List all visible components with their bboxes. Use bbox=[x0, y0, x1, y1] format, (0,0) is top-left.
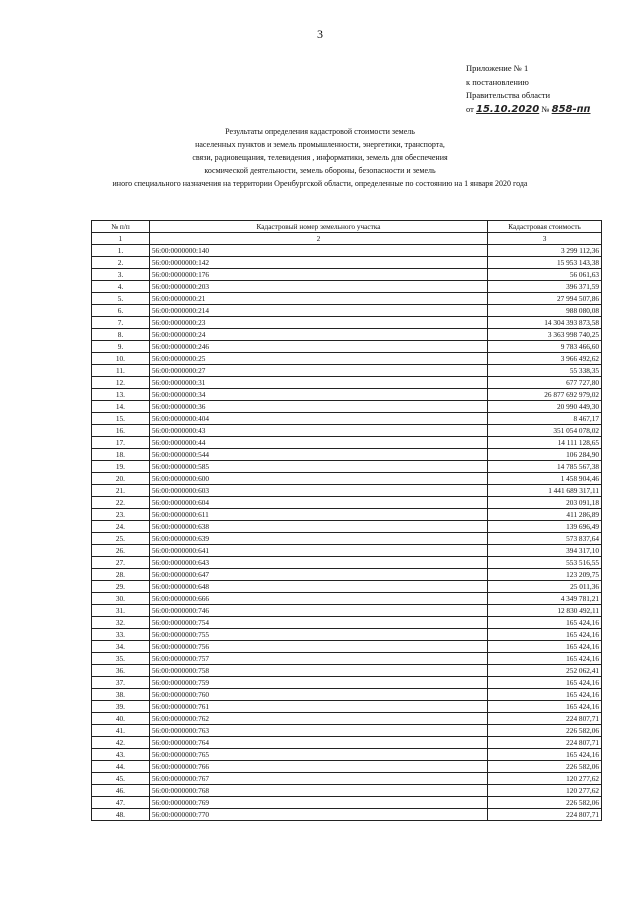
cadastral-value-table bbox=[91, 220, 602, 821]
row-number: 37. bbox=[92, 677, 150, 689]
appendix-no-sign: № bbox=[541, 103, 550, 114]
table-row bbox=[92, 389, 602, 401]
table-row bbox=[92, 605, 602, 617]
table-row bbox=[92, 401, 602, 413]
row-number: 27. bbox=[92, 557, 150, 569]
table-row bbox=[92, 341, 602, 353]
row-number: 8. bbox=[92, 329, 150, 341]
cadastral-number: 56:00:0000000:604 bbox=[149, 497, 487, 509]
cadastral-value: 394 317,10 bbox=[488, 545, 602, 557]
row-number: 33. bbox=[92, 629, 150, 641]
table-row bbox=[92, 365, 602, 377]
cadastral-number: 56:00:0000000:766 bbox=[149, 761, 487, 773]
cadastral-number: 56:00:0000000:585 bbox=[149, 461, 487, 473]
cadastral-number: 56:00:0000000:767 bbox=[149, 773, 487, 785]
row-number: 40. bbox=[92, 713, 150, 725]
table-row bbox=[92, 569, 602, 581]
table-row bbox=[92, 749, 602, 761]
cadastral-value: 120 277,62 bbox=[488, 785, 602, 797]
cadastral-value: 165 424,16 bbox=[488, 701, 602, 713]
heading-line: связи, радиовещания, телевидения , информатики, земель для обеспечения bbox=[192, 153, 448, 162]
cadastral-value: 1 441 689 317,11 bbox=[488, 485, 602, 497]
row-number: 36. bbox=[92, 665, 150, 677]
cadastral-number: 56:00:0000000:25 bbox=[149, 353, 487, 365]
cadastral-value: 55 338,35 bbox=[488, 365, 602, 377]
row-number: 7. bbox=[92, 317, 150, 329]
cadastral-number: 56:00:0000000:638 bbox=[149, 521, 487, 533]
table-row bbox=[92, 581, 602, 593]
cadastral-value: 224 807,71 bbox=[488, 809, 602, 821]
row-number: 18. bbox=[92, 449, 150, 461]
cadastral-value: 9 783 466,60 bbox=[488, 341, 602, 353]
heading-line: иного специального назначения на территории Оренбургской области, определенные по состоянию на 1 января 2020 года bbox=[112, 179, 528, 188]
table-row bbox=[92, 713, 602, 725]
cadastral-value: 8 467,17 bbox=[488, 413, 602, 425]
cadastral-value: 120 277,62 bbox=[488, 773, 602, 785]
column-number: 2 bbox=[149, 233, 487, 245]
row-number: 35. bbox=[92, 653, 150, 665]
cadastral-number: 56:00:0000000:648 bbox=[149, 581, 487, 593]
table-row bbox=[92, 269, 602, 281]
row-number: 2. bbox=[92, 257, 150, 269]
cadastral-number: 56:00:0000000:44 bbox=[149, 437, 487, 449]
row-number: 45. bbox=[92, 773, 150, 785]
table-row bbox=[92, 593, 602, 605]
table-row bbox=[92, 293, 602, 305]
row-number: 6. bbox=[92, 305, 150, 317]
table-row bbox=[92, 485, 602, 497]
row-number: 1. bbox=[92, 245, 150, 257]
table-row bbox=[92, 473, 602, 485]
cadastral-number: 56:00:0000000:27 bbox=[149, 365, 487, 377]
cadastral-value: 14 785 567,38 bbox=[488, 461, 602, 473]
table-row bbox=[92, 521, 602, 533]
cadastral-value: 988 080,08 bbox=[488, 305, 602, 317]
cadastral-number: 56:00:0000000:176 bbox=[149, 269, 487, 281]
cadastral-value: 165 424,16 bbox=[488, 653, 602, 665]
row-number: 16. bbox=[92, 425, 150, 437]
table-row bbox=[92, 533, 602, 545]
row-number: 13. bbox=[92, 389, 150, 401]
cadastral-number: 56:00:0000000:759 bbox=[149, 677, 487, 689]
table-row bbox=[92, 701, 602, 713]
cadastral-number: 56:00:0000000:647 bbox=[149, 569, 487, 581]
cadastral-number: 56:00:0000000:769 bbox=[149, 797, 487, 809]
cadastral-number: 56:00:0000000:765 bbox=[149, 749, 487, 761]
cadastral-number: 56:00:0000000:21 bbox=[149, 293, 487, 305]
table-body bbox=[92, 221, 602, 821]
row-number: 21. bbox=[92, 485, 150, 497]
table-row bbox=[92, 797, 602, 809]
cadastral-number: 56:00:0000000:24 bbox=[149, 329, 487, 341]
cadastral-number: 56:00:0000000:762 bbox=[149, 713, 487, 725]
cadastral-number: 56:00:0000000:666 bbox=[149, 593, 487, 605]
row-number: 12. bbox=[92, 377, 150, 389]
table-row bbox=[92, 377, 602, 389]
table-row bbox=[92, 449, 602, 461]
cadastral-value: 4 349 781,21 bbox=[488, 593, 602, 605]
row-number: 24. bbox=[92, 521, 150, 533]
header-number: № п/п bbox=[92, 221, 150, 233]
cadastral-value: 226 582,06 bbox=[488, 797, 602, 809]
row-number: 32. bbox=[92, 617, 150, 629]
cadastral-number: 56:00:0000000:641 bbox=[149, 545, 487, 557]
cadastral-number: 56:00:0000000:140 bbox=[149, 245, 487, 257]
table-row bbox=[92, 245, 602, 257]
table-row bbox=[92, 305, 602, 317]
cadastral-value: 26 877 692 979,02 bbox=[488, 389, 602, 401]
row-number: 31. bbox=[92, 605, 150, 617]
cadastral-number: 56:00:0000000:43 bbox=[149, 425, 487, 437]
cadastral-number: 56:00:0000000:746 bbox=[149, 605, 487, 617]
cadastral-number: 56:00:0000000:763 bbox=[149, 725, 487, 737]
table-row bbox=[92, 281, 602, 293]
row-number: 22. bbox=[92, 497, 150, 509]
cadastral-value: 14 304 393 873,58 bbox=[488, 317, 602, 329]
table-row bbox=[92, 773, 602, 785]
table-row bbox=[92, 665, 602, 677]
cadastral-number: 56:00:0000000:770 bbox=[149, 809, 487, 821]
cadastral-value: 553 516,55 bbox=[488, 557, 602, 569]
cadastral-value: 3 299 112,36 bbox=[488, 245, 602, 257]
cadastral-value: 165 424,16 bbox=[488, 689, 602, 701]
cadastral-number: 56:00:0000000:611 bbox=[149, 509, 487, 521]
cadastral-number: 56:00:0000000:755 bbox=[149, 629, 487, 641]
table-row bbox=[92, 677, 602, 689]
table-row bbox=[92, 317, 602, 329]
cadastral-value: 226 582,06 bbox=[488, 761, 602, 773]
cadastral-number: 56:00:0000000:758 bbox=[149, 665, 487, 677]
cadastral-number: 56:00:0000000:34 bbox=[149, 389, 487, 401]
cadastral-number: 56:00:0000000:214 bbox=[149, 305, 487, 317]
cadastral-value: 25 011,36 bbox=[488, 581, 602, 593]
table-row bbox=[92, 545, 602, 557]
table-row bbox=[92, 425, 602, 437]
row-number: 11. bbox=[92, 365, 150, 377]
cadastral-value: 20 990 449,30 bbox=[488, 401, 602, 413]
cadastral-value: 165 424,16 bbox=[488, 617, 602, 629]
row-number: 20. bbox=[92, 473, 150, 485]
row-number: 38. bbox=[92, 689, 150, 701]
cadastral-number: 56:00:0000000:31 bbox=[149, 377, 487, 389]
cadastral-number: 56:00:0000000:754 bbox=[149, 617, 487, 629]
cadastral-number: 56:00:0000000:544 bbox=[149, 449, 487, 461]
row-number: 14. bbox=[92, 401, 150, 413]
row-number: 47. bbox=[92, 797, 150, 809]
cadastral-value: 573 837,64 bbox=[488, 533, 602, 545]
cadastral-number: 56:00:0000000:203 bbox=[149, 281, 487, 293]
table-row bbox=[92, 257, 602, 269]
cadastral-value: 106 284,90 bbox=[488, 449, 602, 461]
cadastral-value: 3 966 492,62 bbox=[488, 353, 602, 365]
row-number: 42. bbox=[92, 737, 150, 749]
appendix-line-2: к постановлению bbox=[466, 76, 529, 87]
cadastral-value: 351 054 078,02 bbox=[488, 425, 602, 437]
cadastral-number: 56:00:0000000:761 bbox=[149, 701, 487, 713]
cadastral-value: 1 458 904,46 bbox=[488, 473, 602, 485]
cadastral-value: 27 994 507,86 bbox=[488, 293, 602, 305]
cadastral-value: 226 582,06 bbox=[488, 725, 602, 737]
table-row bbox=[92, 437, 602, 449]
appendix-block bbox=[466, 62, 590, 116]
cadastral-value: 3 363 998 740,25 bbox=[488, 329, 602, 341]
header-cadastral-value: Кадастровая стоимость bbox=[488, 221, 602, 233]
cadastral-value: 224 807,71 bbox=[488, 713, 602, 725]
row-number: 23. bbox=[92, 509, 150, 521]
table-row bbox=[92, 809, 602, 821]
cadastral-value: 139 696,49 bbox=[488, 521, 602, 533]
table-row bbox=[92, 353, 602, 365]
cadastral-number: 56:00:0000000:600 bbox=[149, 473, 487, 485]
heading-line: космической деятельности, земель обороны, безопасности и земель bbox=[204, 166, 436, 175]
row-number: 34. bbox=[92, 641, 150, 653]
cadastral-number: 56:00:0000000:36 bbox=[149, 401, 487, 413]
row-number: 15. bbox=[92, 413, 150, 425]
table-row bbox=[92, 725, 602, 737]
table-row bbox=[92, 329, 602, 341]
cadastral-value: 165 424,16 bbox=[488, 641, 602, 653]
row-number: 4. bbox=[92, 281, 150, 293]
cadastral-value: 677 727,80 bbox=[488, 377, 602, 389]
page-number: 3 bbox=[317, 27, 323, 41]
header-cadastral-number: Кадастровый номер земельного участка bbox=[149, 221, 487, 233]
appendix-line-1: Приложение № 1 bbox=[466, 63, 529, 73]
row-number: 9. bbox=[92, 341, 150, 353]
cadastral-value: 56 061,63 bbox=[488, 269, 602, 281]
cadastral-number: 56:00:0000000:756 bbox=[149, 641, 487, 653]
cadastral-value: 252 062,41 bbox=[488, 665, 602, 677]
cadastral-number: 56:00:0000000:639 bbox=[149, 533, 487, 545]
row-number: 25. bbox=[92, 533, 150, 545]
row-number: 30. bbox=[92, 593, 150, 605]
row-number: 43. bbox=[92, 749, 150, 761]
table-column-number-row bbox=[92, 233, 602, 245]
row-number: 41. bbox=[92, 725, 150, 737]
cadastral-number: 56:00:0000000:142 bbox=[149, 257, 487, 269]
table-header-row bbox=[92, 221, 602, 233]
column-number: 1 bbox=[92, 233, 150, 245]
appendix-line-3: Правительства области bbox=[466, 90, 551, 100]
table-row bbox=[92, 497, 602, 509]
row-number: 39. bbox=[92, 701, 150, 713]
heading-line: населенных пунктов и земель промышленности, энергетики, транспорта, bbox=[195, 140, 445, 149]
table-row bbox=[92, 413, 602, 425]
cadastral-value: 203 091,18 bbox=[488, 497, 602, 509]
cadastral-number: 56:00:0000000:603 bbox=[149, 485, 487, 497]
cadastral-number: 56:00:0000000:23 bbox=[149, 317, 487, 329]
cadastral-value: 224 807,71 bbox=[488, 737, 602, 749]
table-row bbox=[92, 689, 602, 701]
table-row bbox=[92, 557, 602, 569]
table-row bbox=[92, 509, 602, 521]
appendix-number: 858-пп bbox=[551, 103, 591, 115]
document-heading bbox=[0, 125, 640, 190]
cadastral-value: 165 424,16 bbox=[488, 677, 602, 689]
cadastral-value: 123 209,75 bbox=[488, 569, 602, 581]
cadastral-number: 56:00:0000000:757 bbox=[149, 653, 487, 665]
cadastral-value: 165 424,16 bbox=[488, 749, 602, 761]
cadastral-value: 15 953 143,38 bbox=[488, 257, 602, 269]
table-row bbox=[92, 737, 602, 749]
row-number: 29. bbox=[92, 581, 150, 593]
appendix-date-line bbox=[466, 103, 590, 117]
cadastral-number: 56:00:0000000:404 bbox=[149, 413, 487, 425]
cadastral-value: 396 371,59 bbox=[488, 281, 602, 293]
cadastral-number: 56:00:0000000:764 bbox=[149, 737, 487, 749]
column-number: 3 bbox=[488, 233, 602, 245]
row-number: 44. bbox=[92, 761, 150, 773]
appendix-date: 15.10.2020 bbox=[475, 103, 540, 115]
appendix-from: от bbox=[466, 103, 474, 114]
row-number: 26. bbox=[92, 545, 150, 557]
cadastral-value: 411 286,89 bbox=[488, 509, 602, 521]
heading-line: Результаты определения кадастровой стоимости земель bbox=[225, 127, 415, 136]
cadastral-number: 56:00:0000000:760 bbox=[149, 689, 487, 701]
row-number: 10. bbox=[92, 353, 150, 365]
cadastral-number: 56:00:0000000:643 bbox=[149, 557, 487, 569]
row-number: 5. bbox=[92, 293, 150, 305]
table-row bbox=[92, 761, 602, 773]
row-number: 48. bbox=[92, 809, 150, 821]
table-row bbox=[92, 461, 602, 473]
row-number: 19. bbox=[92, 461, 150, 473]
row-number: 17. bbox=[92, 437, 150, 449]
table-row bbox=[92, 617, 602, 629]
row-number: 3. bbox=[92, 269, 150, 281]
cadastral-value: 14 111 128,65 bbox=[488, 437, 602, 449]
cadastral-value: 12 830 492,11 bbox=[488, 605, 602, 617]
table-row bbox=[92, 641, 602, 653]
row-number: 28. bbox=[92, 569, 150, 581]
cadastral-number: 56:00:0000000:768 bbox=[149, 785, 487, 797]
table-row bbox=[92, 629, 602, 641]
table-row bbox=[92, 653, 602, 665]
table-row bbox=[92, 785, 602, 797]
row-number: 46. bbox=[92, 785, 150, 797]
cadastral-value: 165 424,16 bbox=[488, 629, 602, 641]
cadastral-number: 56:00:0000000:246 bbox=[149, 341, 487, 353]
